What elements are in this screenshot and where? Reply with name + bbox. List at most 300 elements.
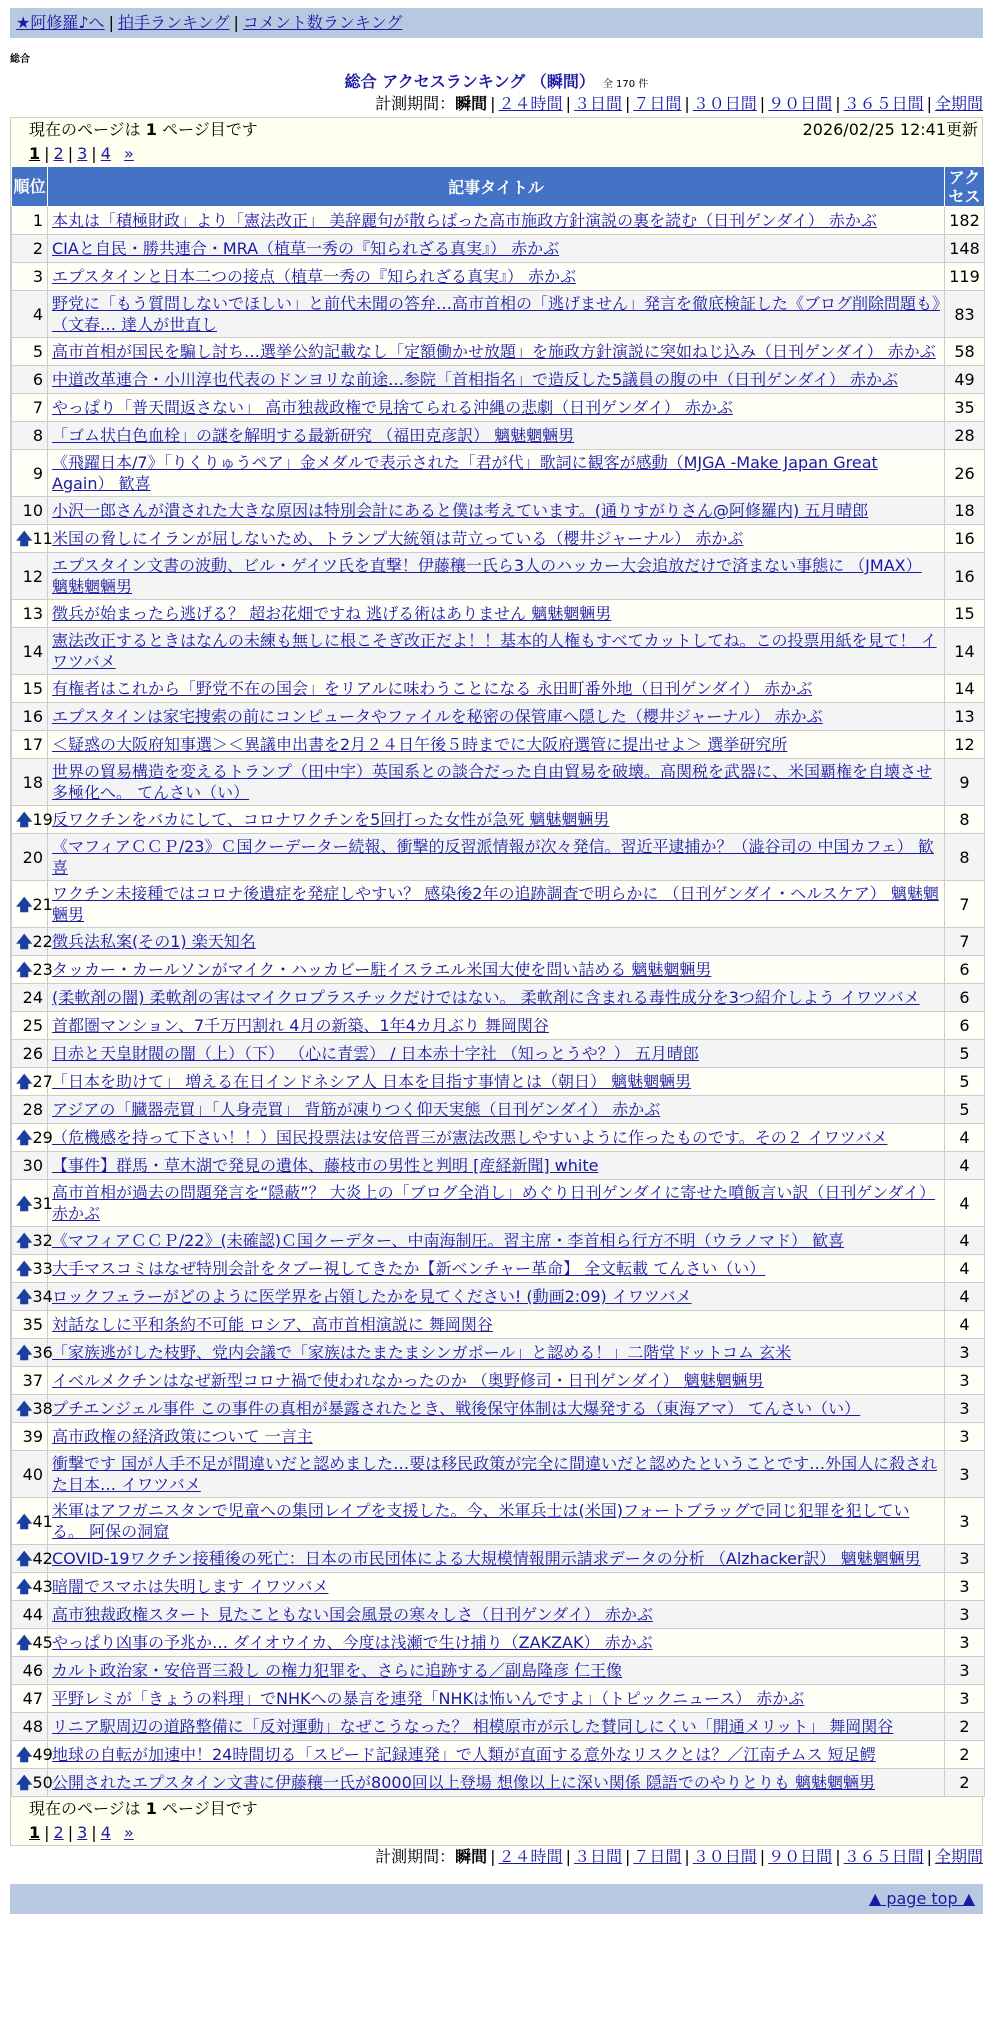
rank-number: 13 <box>22 604 43 623</box>
table-row <box>12 1068 985 1096</box>
rank-number: 21 <box>32 894 53 914</box>
table-row <box>12 1657 985 1685</box>
rank-number: 5 <box>32 342 43 361</box>
article-link[interactable]: 《マフィアＣＣＰ/23》Ｃ国クーデーター続報、衝撃的反習派情報が次々発信。習近平逮捕か？（澁谷司の 中国カフェ） 歓喜 <box>52 837 934 877</box>
access-count: 14 <box>945 628 985 675</box>
table-row <box>12 1601 985 1629</box>
period-link[interactable]: ２４時間 <box>498 1847 563 1866</box>
article-link[interactable]: 《マフィアＣＣＰ/22》(未確認)Ｃ国クーデター、中南海制圧。習主席・李首相ら行方不明（ウラノマド） 歓喜 <box>52 1231 845 1250</box>
article-link[interactable]: CIAと自民・勝共連合・MRA（植草一秀の『知られざる真実』） 赤かぶ <box>52 239 560 258</box>
rank-cell <box>12 553 48 600</box>
title-cell <box>48 235 945 263</box>
rank-cell <box>12 1152 48 1180</box>
rank-cell <box>12 1096 48 1124</box>
rank-number: 3 <box>32 267 43 286</box>
pagination-bottom <box>11 1821 982 1845</box>
title-cell <box>48 1124 945 1152</box>
table-row <box>12 1629 985 1657</box>
article-link[interactable]: 野党に「もう質問しないでほしい」と前代未聞の答弁…高市首相の「逃げません」発言を徹底検証した《ブログ削除問題も》（文春… 達人が世直し <box>52 294 941 334</box>
access-count: 12 <box>945 731 985 759</box>
title-cell <box>48 1283 945 1311</box>
rank-number: 48 <box>22 1717 43 1736</box>
rank-cell <box>12 1685 48 1713</box>
period-link[interactable]: ９０日間 <box>768 94 833 113</box>
rank-number: 28 <box>22 1100 43 1119</box>
article-link[interactable]: カルト政治家・安倍晋三殺し の権力犯罪を、さらに追跡する／副島隆彦 仁王像 <box>52 1661 623 1680</box>
page-title-text: 総合 アクセスランキング （瞬間） <box>344 72 595 91</box>
period-label: 計測期間： <box>375 1847 456 1866</box>
rank-up-arrow-icon: 🡅 <box>16 1633 33 1652</box>
pager-link[interactable]: 3 <box>77 144 88 163</box>
access-count: 6 <box>945 1012 985 1040</box>
period-current: 瞬間 <box>455 94 488 113</box>
title-cell <box>48 497 945 525</box>
rank-cell <box>12 422 48 450</box>
rank-up-arrow-icon: 🡅 <box>16 1511 33 1531</box>
rank-number: 6 <box>32 370 43 389</box>
rank-cell <box>12 600 48 628</box>
rank-cell <box>12 806 53 834</box>
rank-up-arrow-icon: 🡅 <box>16 1287 33 1306</box>
table-row <box>12 1152 985 1180</box>
article-link[interactable]: 徴兵法私案(その1) 楽天知名 <box>52 932 256 951</box>
access-count: 119 <box>945 263 985 291</box>
access-count: 3 <box>945 1545 985 1573</box>
table-row <box>12 207 985 235</box>
rank-number: 41 <box>32 1511 53 1531</box>
pager-next[interactable]: » <box>123 144 134 163</box>
period-separator: | <box>926 1847 932 1866</box>
table-row <box>12 1283 985 1311</box>
article-link[interactable]: 中道改革連合・小川淳也代表のドンヨリな前途…参院「首相指名」で造反した5議員の腹の中（日刊ゲンダイ） 赤かぶ <box>52 370 898 389</box>
article-link[interactable]: (柔軟剤の闇) 柔軟剤の害はマイクロプラスチックだけではない。 柔軟剤に含まれる毒性成分を3つ紹介しよう イワツバメ <box>52 988 920 1007</box>
title-cell <box>48 1657 945 1685</box>
title-cell <box>48 1545 945 1573</box>
article-link[interactable]: 暗闇でスマホは失明します イワツバメ <box>52 1577 329 1596</box>
table-row <box>12 1545 985 1573</box>
title-cell <box>48 1012 945 1040</box>
rank-cell <box>12 1339 53 1367</box>
rank-cell <box>12 956 53 984</box>
article-link[interactable]: 高市首相が過去の問題発言を“隠蔽”？ 大炎上の「ブログ全消し」めぐり日刊ゲンダイに寄せた噴飯言い訳（日刊ゲンダイ） 赤かぶ <box>52 1183 936 1223</box>
table-row <box>12 394 985 422</box>
period-link[interactable]: 全期間 <box>934 1847 983 1866</box>
period-link[interactable]: ７日間 <box>633 1847 682 1866</box>
article-link[interactable]: ロックフェラーがどのように医学界を占領したかを見てください! (動画2:09) イワツバメ <box>52 1287 692 1306</box>
rank-cell <box>12 675 48 703</box>
access-count: 3 <box>945 1498 985 1545</box>
article-link[interactable]: 【事件】群馬・草木湖で発見の遺体、藤枝市の男性と判明 [産経新聞] white <box>52 1156 599 1175</box>
article-link[interactable]: 高市首相が国民を騙し討ち…選挙公約記載なし「定額働かせ放題」を施政方針演説に突如ねじ込み（日刊ゲンダイ） 赤かぶ <box>52 342 936 361</box>
rank-cell <box>12 1040 48 1068</box>
rank-cell <box>12 338 48 366</box>
access-count: 3 <box>945 1573 985 1601</box>
table-row <box>12 1713 985 1741</box>
rank-up-arrow-icon: 🡅 <box>16 960 33 979</box>
rank-number: 34 <box>32 1287 53 1306</box>
rank-number: 31 <box>32 1193 53 1213</box>
table-row <box>12 1423 985 1451</box>
period-link[interactable]: ３日間 <box>573 1847 622 1866</box>
rank-number: 2 <box>32 239 43 258</box>
table-row <box>12 759 985 806</box>
title-cell <box>48 703 945 731</box>
access-count: 3 <box>945 1367 985 1395</box>
access-count: 5 <box>945 1040 985 1068</box>
pager-separator: | <box>67 144 74 163</box>
article-link[interactable]: 米軍はアフガニスタンで児童への集団レイプを支援した。今、米軍兵士は(米国)フォートブラッグで同じ犯罪を犯している。 阿保の洞窟 <box>52 1501 910 1541</box>
access-count: 182 <box>945 207 985 235</box>
access-count: 2 <box>945 1713 985 1741</box>
rank-cell <box>12 1255 53 1283</box>
nav-link-asyura[interactable]: ★阿修羅♪へ <box>16 13 105 32</box>
rank-number: 15 <box>22 679 43 698</box>
table-row <box>12 1741 985 1769</box>
period-link[interactable]: ７日間 <box>633 94 682 113</box>
article-link[interactable]: 本丸は「積極財政」より「憲法改正」 美辞麗句が散らばった高市施政方針演説の裏を読む（日刊ゲンダイ） 赤かぶ <box>52 211 877 230</box>
updated-timestamp: 2026/02/25 12:41更新 <box>802 120 978 139</box>
article-link[interactable]: リニア駅周辺の道路整備に「反対運動」なぜこうなった？ 相模原市が示した賛同しにくい「開通メリット」 舞岡関谷 <box>52 1717 894 1736</box>
title-cell <box>48 1601 945 1629</box>
title-cell <box>48 1395 945 1423</box>
period-link[interactable]: ９０日間 <box>768 1847 833 1866</box>
pager-link[interactable]: 2 <box>53 144 64 163</box>
access-count: 8 <box>945 806 985 834</box>
rank-up-arrow-icon: 🡅 <box>16 1259 33 1278</box>
pager-link[interactable]: 2 <box>53 1823 64 1842</box>
rank-number: 49 <box>32 1745 53 1764</box>
rank-number: 50 <box>32 1773 53 1792</box>
page-info <box>11 118 982 142</box>
title-cell <box>48 1152 945 1180</box>
article-link[interactable]: エプスタインと日本二つの接点（植草一秀の『知られざる真実』） 赤かぶ <box>52 267 577 286</box>
access-count: 4 <box>945 1255 985 1283</box>
article-link[interactable]: 《飛躍日本/7》「りくりゅうペア」金メダルで表示された「君が代」歌詞に観客が感動（MJGA -Make Japan Great Again） 歓喜 <box>52 453 878 493</box>
table-row <box>12 1498 985 1545</box>
rank-up-arrow-icon: 🡅 <box>16 932 33 951</box>
access-count: 148 <box>945 235 985 263</box>
article-link[interactable]: 大手マスコミはなぜ特別会計をタブー視してきたか【新ベンチャー革命】 全文転載 てんさい（い） <box>52 1259 766 1278</box>
rank-cell <box>12 394 48 422</box>
table-row <box>12 881 985 928</box>
nav-link-applause-ranking[interactable]: 拍手ランキング <box>117 13 230 32</box>
article-link[interactable]: 対話なしに平和条約不可能 ロシア、高市首相演説に 舞岡関谷 <box>52 1315 493 1334</box>
table-row <box>12 928 985 956</box>
rank-cell <box>12 1657 48 1685</box>
access-count: 3 <box>945 1423 985 1451</box>
article-link[interactable]: COVID-19ワクチン接種後の死亡：日本の市民団体による大規模情報開示請求データの分析 （Alzhacker訳） 魑魅魍魎男 <box>52 1549 921 1568</box>
page-info-bottom <box>11 1797 982 1821</box>
article-link[interactable]: 地球の自転が加速中！24時間切る「スピード記録連発」で人類が直面する意外なリスクとは？／江南チムス 短足鰐 <box>52 1745 876 1764</box>
article-link[interactable]: 公開されたエプスタイン文書に伊藤穰一氏が8000回以上登場 想像以上に深い関係 隠語でのやりとりも 魑魅魍魎男 <box>52 1773 876 1792</box>
article-link[interactable]: 平野レミが「きょうの料理」でNHKへの暴言を連発「NHKは怖いんですよ」（トピックニュース） 赤かぶ <box>52 1689 805 1708</box>
rank-number: 33 <box>32 1259 53 1278</box>
access-count: 13 <box>945 703 985 731</box>
article-link[interactable]: 世界の貿易構造を変えるトランプ（田中宇）英国系との談合だった自由貿易を破壊。高関税を武器に、米国覇権を自壊させ多極化へ。 てんさい（い） <box>52 762 933 802</box>
access-count: 7 <box>945 881 985 928</box>
access-count: 4 <box>945 1227 985 1255</box>
rank-number: 23 <box>32 960 53 979</box>
title-cell <box>48 881 945 928</box>
title-cell <box>48 759 945 806</box>
rank-up-arrow-icon: 🡅 <box>16 529 33 548</box>
article-link[interactable]: タッカー・カールソンがマイク・ハッカビー駐イスラエル米国大使を問い詰める 魑魅魍魎男 <box>52 960 712 979</box>
rank-cell <box>12 1573 53 1601</box>
rank-up-arrow-icon: 🡅 <box>16 1549 33 1568</box>
title-cell <box>48 1573 945 1601</box>
table-row <box>12 291 985 338</box>
pager-link[interactable]: 3 <box>77 1823 88 1842</box>
rank-cell <box>12 525 53 553</box>
rank-number: 43 <box>32 1577 53 1596</box>
table-row <box>12 1395 985 1423</box>
rank-cell <box>12 984 48 1012</box>
table-row <box>12 1180 985 1227</box>
period-link[interactable]: ３０日間 <box>692 94 757 113</box>
table-row <box>12 806 985 834</box>
rank-cell <box>12 1629 53 1657</box>
access-count: 14 <box>945 675 985 703</box>
article-link[interactable]: 衝撃です 国が人手不足が間違いだと認めました…要は移民政策が完全に間違いだと認めたということです…外国人に殺された日本… イワツバメ <box>52 1454 938 1494</box>
access-count: 7 <box>945 928 985 956</box>
period-link[interactable]: ３６５日間 <box>843 94 924 113</box>
ranking-table <box>11 166 985 1797</box>
access-count: 3 <box>945 1339 985 1367</box>
rank-number: 38 <box>32 1399 53 1418</box>
title-cell <box>48 263 945 291</box>
table-row <box>12 1367 985 1395</box>
rank-number: 22 <box>32 932 53 951</box>
title-cell <box>48 928 945 956</box>
rank-cell <box>12 1227 53 1255</box>
title-cell <box>48 1339 945 1367</box>
period-separator: | <box>624 94 631 113</box>
rank-number: 9 <box>32 463 43 483</box>
rank-cell <box>12 1395 53 1423</box>
rank-up-arrow-icon: 🡅 <box>16 1343 33 1362</box>
title-cell <box>48 628 945 675</box>
access-count: 5 <box>945 1068 985 1096</box>
current-page-text: 現在のページは 1 ページ目です <box>29 1799 258 1818</box>
table-row <box>12 1339 985 1367</box>
rank-number: 40 <box>22 1464 43 1484</box>
article-link[interactable]: 憲法改正するときはなんの未練も無しに根こそぎ改正だよ！！基本的人権もすべてカットしてね。この投票用紙を見て！ イワツバメ <box>52 631 937 671</box>
access-count: 4 <box>945 1180 985 1227</box>
title-cell <box>48 291 945 338</box>
article-link[interactable]: 徴兵が始まったら逃げる？ 超お花畑ですね 逃げる術はありません 魑魅魍魎男 <box>52 604 612 623</box>
title-cell <box>48 338 945 366</box>
title-cell <box>48 422 945 450</box>
period-separator: | <box>684 1847 690 1866</box>
pager-link[interactable]: 4 <box>100 1823 111 1842</box>
access-count: 4 <box>945 1124 985 1152</box>
rank-number: 42 <box>32 1549 53 1568</box>
table-row <box>12 703 985 731</box>
period-separator: | <box>565 1847 571 1866</box>
rank-up-arrow-icon: 🡅 <box>16 1773 33 1792</box>
pager-separator: | <box>91 1823 97 1842</box>
article-link[interactable]: （危機感を持って下さい！！）国民投票法は安倍晋三が憲法改悪しやすいように作ったものです。その２ イワツバメ <box>52 1128 888 1147</box>
access-count: 4 <box>945 1283 985 1311</box>
access-count: 4 <box>945 1152 985 1180</box>
period-separator: | <box>624 1847 631 1866</box>
pagination-top <box>11 142 982 166</box>
page-top-link[interactable]: ▲ page top ▲ <box>868 1889 975 1908</box>
table-row <box>12 1573 985 1601</box>
rank-cell <box>12 366 48 394</box>
title-cell <box>48 394 945 422</box>
title-cell <box>48 834 945 881</box>
rank-cell <box>12 1367 48 1395</box>
rank-cell <box>12 1124 53 1152</box>
article-link[interactable]: エプスタインは家宅捜索の前にコンピュータやファイルを秘密の保管庫へ隠した（櫻井ジャーナル） 赤かぶ <box>52 707 823 726</box>
period-link[interactable]: ２４時間 <box>498 94 563 113</box>
table-row <box>12 628 985 675</box>
table-row <box>12 1685 985 1713</box>
rank-cell <box>12 1311 48 1339</box>
pager-link[interactable]: 4 <box>100 144 111 163</box>
article-link[interactable]: 日赤と天皇財閥の闇（上）（下） （心に青雲） / 日本赤十字社 （知っとうや？） 五月晴郎 <box>52 1044 699 1063</box>
period-separator: | <box>759 1847 766 1866</box>
article-link[interactable]: やっぱり「普天間返さない」 高市独裁政権で見捨てられる沖縄の悲劇（日刊ゲンダイ） 赤かぶ <box>52 398 733 417</box>
rank-cell <box>12 703 48 731</box>
table-row <box>12 553 985 600</box>
rank-up-arrow-icon: 🡅 <box>16 1193 33 1213</box>
rank-cell <box>12 731 48 759</box>
table-row <box>12 366 985 394</box>
period-separator: | <box>926 94 932 113</box>
article-link[interactable]: 首都圏マンション、7千万円割れ 4月の新築、1年4カ月ぶり 舞岡関谷 <box>52 1016 549 1035</box>
nav-link-comment-ranking[interactable]: コメント数ランキング <box>242 13 403 32</box>
article-link[interactable]: 米国の脅しにイランが屈しないため、トランプ大統領は苛立っている（櫻井ジャーナル） 赤かぶ <box>52 529 744 548</box>
rank-cell <box>12 263 48 291</box>
table-row <box>12 1227 985 1255</box>
rank-up-arrow-icon: 🡅 <box>16 1399 33 1418</box>
rank-cell <box>12 1545 53 1573</box>
rank-number: 39 <box>22 1427 43 1446</box>
table-row <box>12 984 985 1012</box>
rank-cell <box>12 628 48 675</box>
access-count: 3 <box>945 1395 985 1423</box>
title-cell <box>48 1685 945 1713</box>
article-link[interactable]: 「日本を助けて」 増える在日インドネシア人 日本を目指す事情とは（朝日） 魑魅魍魎男 <box>52 1072 692 1091</box>
period-separator: | <box>759 94 766 113</box>
pager-separator: | <box>44 144 50 163</box>
rank-cell <box>12 1068 53 1096</box>
article-link[interactable]: 高市政権の経済政策について 一言主 <box>52 1427 313 1446</box>
title-cell <box>48 1040 945 1068</box>
article-link[interactable]: 小沢一郎さんが潰された大きな原因は特別会計にあると僕は考えています。(通りすがりさん@阿修羅内) 五月晴郎 <box>52 501 869 520</box>
access-count: 16 <box>945 525 985 553</box>
article-link[interactable]: 「ゴム状白色血栓」の謎を解明する最新研究 （福田克彦訳） 魑魅魍魎男 <box>52 426 575 445</box>
period-link[interactable]: ３０日間 <box>692 1847 757 1866</box>
article-link[interactable]: プチエンジェル事件 この事件の真相が暴露されたとき、戦後保守体制は大爆発する（東海アマ） てんさい（い） <box>52 1399 861 1418</box>
article-link[interactable]: 「家族逃がした枝野、党内会議で「家族はたまたまシンガポール」と認める！」二階堂ドットコム 玄米 <box>52 1343 792 1362</box>
article-link[interactable]: アジアの「臓器売買」「人身売買」 背筋が凍りつく仰天実態（日刊ゲンダイ） 赤かぶ <box>52 1100 661 1119</box>
rank-cell <box>12 1451 48 1498</box>
title-cell <box>48 207 945 235</box>
title-cell <box>48 600 945 628</box>
page-title <box>0 71 993 93</box>
pager-separator <box>111 1823 124 1842</box>
access-count: 8 <box>945 834 985 881</box>
title-cell <box>48 1713 945 1741</box>
rank-cell <box>12 1741 53 1769</box>
rank-number: 18 <box>22 772 43 792</box>
pager-separator: | <box>91 144 97 163</box>
article-link[interactable]: エプスタイン文書の波動、ビル・ゲイツ氏を直撃！伊藤穰一氏ら3人のハッカー大会追放だけで済まない事態に （JMAX） 魑魅魍魎男 <box>52 556 922 596</box>
article-link[interactable]: やっぱり凶事の予兆か… ダイオウイカ、今度は浅瀬で生け捕り（ZAKZAK） 赤かぶ <box>52 1633 653 1652</box>
rank-number: 30 <box>22 1156 43 1175</box>
pager-separator: | <box>67 1823 74 1842</box>
rank-cell <box>12 450 48 497</box>
rank-cell <box>12 759 48 806</box>
access-count: 18 <box>945 497 985 525</box>
table-row <box>12 1012 985 1040</box>
article-link[interactable]: イベルメクチンはなぜ新型コロナ禍で使われなかったのか （奥野修司・日刊ゲンダイ） 魑魅魍魎男 <box>52 1371 764 1390</box>
rank-number: 4 <box>32 304 43 324</box>
title-cell <box>48 1451 945 1498</box>
total-count: 全 170 件 <box>602 79 649 90</box>
title-cell <box>48 1068 945 1096</box>
title-cell <box>48 1498 945 1545</box>
rank-up-arrow-icon: 🡅 <box>16 1745 33 1764</box>
access-count: 4 <box>945 1311 985 1339</box>
rank-cell <box>12 497 48 525</box>
rank-number: 29 <box>32 1128 53 1147</box>
table-row <box>12 956 985 984</box>
access-count: 6 <box>945 984 985 1012</box>
period-separator: | <box>565 94 571 113</box>
access-count: 6 <box>945 956 985 984</box>
rank-number: 14 <box>22 641 43 661</box>
table-row <box>12 450 985 497</box>
rank-number: 37 <box>22 1371 43 1390</box>
table-row <box>12 422 985 450</box>
title-cell <box>48 1096 945 1124</box>
rank-number: 25 <box>22 1016 43 1035</box>
table-row <box>12 1096 985 1124</box>
article-link[interactable]: 有権者はこれから「野党不在の国会」をリアルに味わうことになる 永田町番外地（日刊ゲンダイ） 赤かぶ <box>52 679 813 698</box>
article-link[interactable]: 反ワクチンをバカにして、コロナワクチンを5回打った女性が急死 魑魅魍魎男 <box>52 810 610 829</box>
period-link[interactable]: ３６５日間 <box>843 1847 924 1866</box>
pager-current: 1 <box>29 1823 41 1842</box>
rank-up-arrow-icon: 🡅 <box>16 1072 33 1091</box>
title-cell <box>48 1180 945 1227</box>
rank-number: 36 <box>32 1343 53 1362</box>
article-link[interactable]: 高市独裁政権スタート 見たこともない国会風景の寒々しさ（日刊ゲンダイ） 赤かぶ <box>52 1605 653 1624</box>
rank-up-arrow-icon: 🡅 <box>16 810 33 829</box>
rank-number: 46 <box>22 1661 43 1680</box>
title-cell <box>48 956 945 984</box>
table-row <box>12 235 985 263</box>
rank-number: 8 <box>32 426 43 445</box>
rank-cell <box>12 1601 48 1629</box>
pager-next[interactable]: » <box>123 1823 134 1842</box>
rank-cell <box>12 235 48 263</box>
article-link[interactable]: ＜疑惑の大阪府知事選＞＜異議申出書を2月２４日午後５時までに大阪府選管に提出せよ＞ 選挙研究所 <box>52 735 788 754</box>
rank-cell <box>12 207 48 235</box>
rank-number: 16 <box>22 707 43 726</box>
period-link[interactable]: ３日間 <box>573 94 622 113</box>
period-separator: | <box>490 1847 496 1866</box>
table-row <box>12 497 985 525</box>
article-link[interactable]: ワクチン未接種ではコロナ後遺症を発症しやすい？ 感染後2年の追跡調査で明らかに （日刊ゲンダイ・ヘルスケア） 魑魅魍魎男 <box>52 884 939 924</box>
rank-cell <box>12 1180 53 1227</box>
period-link[interactable]: 全期間 <box>934 94 983 113</box>
table-row <box>12 1124 985 1152</box>
rank-cell <box>12 928 53 956</box>
